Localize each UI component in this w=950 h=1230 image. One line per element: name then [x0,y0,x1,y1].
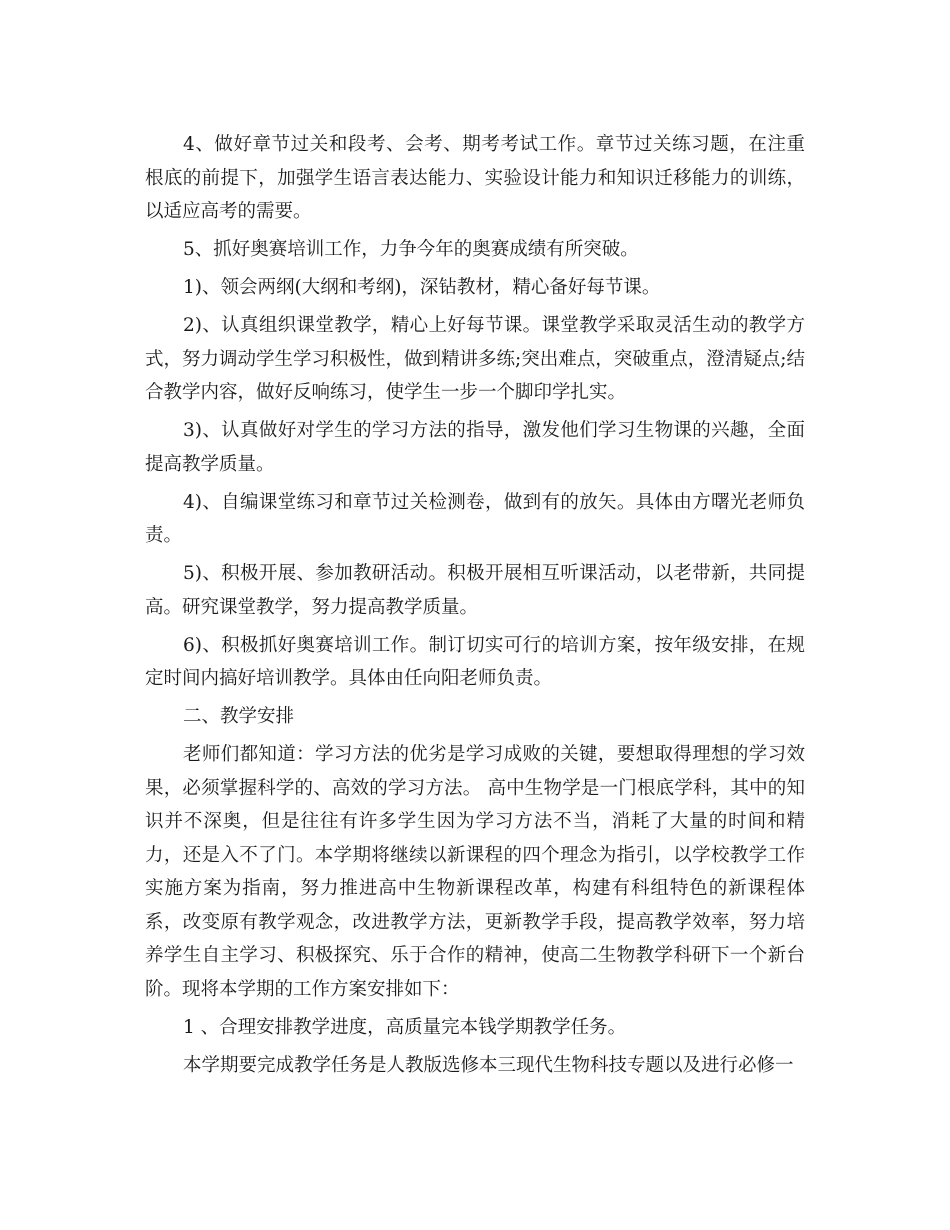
paragraph-subitem-4: 4)、自编课堂练习和章节过关检测卷，做到有的放矢。具体由方曙光老师负责。 [145,491,805,546]
paragraph-semester-tasks: 本学期要完成教学任务是人教版选修本三现代生物科技专题以及进行必修一 [183,1054,794,1076]
paragraph-subitem-3: 3)、认真做好对学生的学习方法的指导，激发他们学习生物课的兴趣，全面提高教学质量。 [145,420,805,475]
section-heading-teaching-arrangement: 二、教学安排 [183,706,295,727]
paragraph-subitem-1: 1)、领会两纲(大纲和考纲)，深钻教材，精心备好每节课。 [183,277,661,298]
paragraph-teaching-intro: 老师们都知道：学习方法的优劣是学习成败的关键，要想取得理想的学习效果，必须掌握科学的、高效的学习方法。 高中生物学是一门根底学科，其中的知识并不深奥，但是往往有许多学生因为学习方法不当，消耗了大量的时间和精力，还是入不了门。本学期将继续以新课程的四个理念为指引，以学校教学工作实施方案为指南，努力推进高中生物新课程改革，构建有科组特色的新课程体系，改变原有教学观念，改进教学方法，更新教学手段，提高教学效率，努力培养学生自主学习、积极探究、乐于合作的精神，使高二生物教学科研下一个新台阶。现将本学期的工作方案安排如下： [145,744,805,1000]
document-body [145,128,805,1087]
paragraph-arrangement-item-1: 1 、合理安排教学进度，高质量完本钱学期教学任务。 [183,1016,627,1038]
paragraph-subitem-5: 5)、积极开展、参加教研活动。积极开展相互听课活动，以老带新，共同提高。研究课堂教学，努力提高教学质量。 [145,563,805,618]
paragraph-subitem-6: 6)、积极抓好奥赛培训工作。制订切实可行的培训方案，按年级安排，在规定时间内搞好培训教学。具体由任向阳老师负责。 [145,634,805,689]
paragraph-subitem-2: 2)、认真组织课堂教学，精心上好每节课。课堂教学采取灵活生动的教学方式，努力调动学生学习积极性，做到精讲多练;突出难点，突破重点，澄清疑点;结合教学内容，做好反响练习，使学生一步一个脚印学扎实。 [145,315,805,403]
paragraph-item-4: 4、做好章节过关和段考、会考、期考考试工作。章节过关练习题，在注重根底的前提下，加强学生语言表达能力、实验设计能力和知识迁移能力的训练，以适应高考的需要。 [145,134,805,222]
paragraph-item-5: 5、抓好奥赛培训工作，力争今年的奥赛成绩有所突破。 [183,239,639,260]
